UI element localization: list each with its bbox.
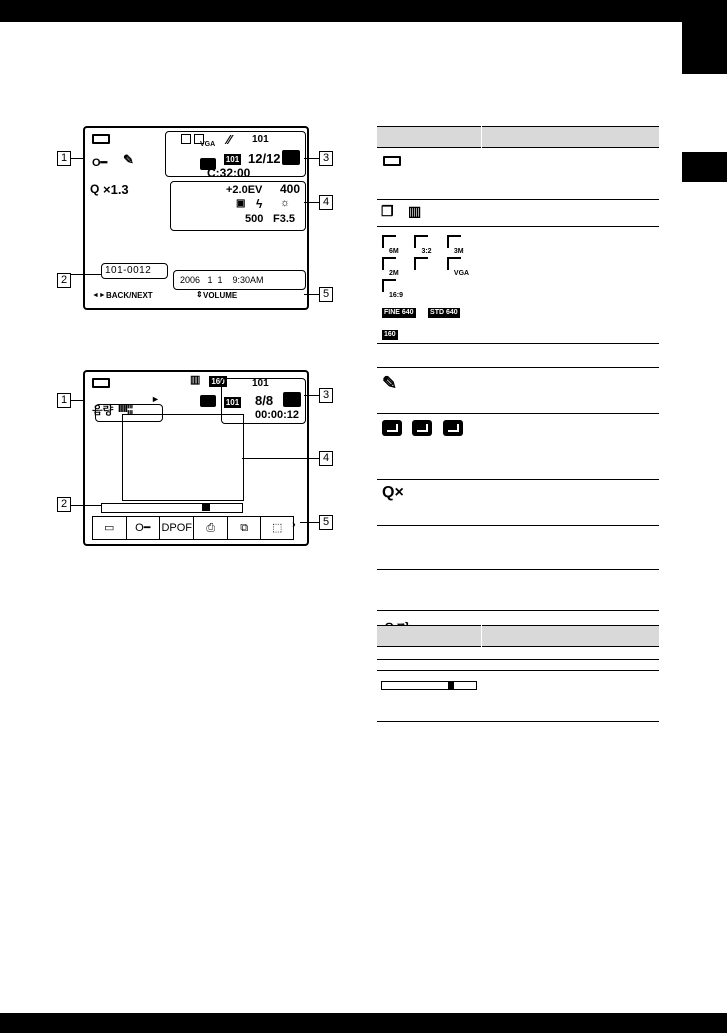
table-row: [377, 671, 659, 722]
table-cell: [482, 570, 660, 611]
table-row: [377, 227, 659, 344]
callout-4: 4: [319, 451, 333, 466]
back-next-arrows-icon: ◄►: [92, 292, 106, 299]
image-size-6m-icon: 6M: [382, 235, 396, 248]
battery-icon: [383, 156, 401, 166]
resize-button[interactable]: ⬚: [272, 522, 283, 534]
playback-bar: [101, 503, 243, 513]
icon-table-1: [377, 126, 659, 660]
file-number: 101-0012: [105, 265, 152, 276]
back-next-label: BACK/NEXT: [106, 291, 153, 300]
table-header-row: [377, 127, 659, 148]
table-cell: [482, 671, 660, 722]
table-cell: [377, 526, 482, 570]
table-cell: [377, 647, 482, 671]
zoom-icon: Q: [90, 182, 100, 196]
table-cell: [482, 526, 660, 570]
date-time: 2006 1 1 9:30AM: [180, 275, 264, 285]
protect-button[interactable]: O━: [127, 517, 161, 539]
flash-icon: ϟ: [256, 197, 263, 211]
table-row: [377, 344, 659, 368]
table-cell: [377, 570, 482, 611]
playback-position-icon: [202, 504, 210, 511]
zoom-icon: Q×: [382, 484, 404, 501]
volume-bars-icon: IIIII¦¦¦: [118, 404, 133, 415]
table-row: [377, 414, 659, 480]
white-balance-icon: ☼: [280, 197, 291, 209]
callout-line-2: [71, 274, 102, 275]
table-header-cell: [377, 626, 482, 647]
table-row: [377, 368, 659, 414]
table-row: [377, 148, 659, 200]
table-row: [377, 480, 659, 526]
folder-button[interactable]: ▭: [93, 517, 127, 539]
protect-icon: O━: [92, 157, 108, 169]
callout-3: 3: [319, 151, 333, 166]
image-count: 12/12: [248, 151, 281, 166]
table-cell: [377, 368, 482, 414]
table-row: [377, 647, 659, 671]
function-button-bar: [92, 516, 294, 540]
recording-folder-icon: 101: [252, 378, 269, 389]
movie-mode-icon: ▥: [190, 374, 201, 386]
recording-media-icon: ⁄⁄: [227, 132, 232, 147]
icon-table-2: [377, 625, 659, 722]
table-header-row: [377, 626, 659, 647]
playback-position-icon: [448, 682, 454, 689]
callout-line-1: [71, 400, 84, 401]
image-area: [122, 414, 244, 501]
image-count: 8/8: [255, 393, 274, 408]
playback-bar-icon: [381, 681, 477, 690]
callout-5: 5: [319, 287, 333, 302]
movie-mode-icon: ▥: [408, 203, 422, 219]
volume-arrows-icon: ⇕: [196, 290, 203, 299]
folder-next-icon: [412, 420, 432, 436]
print-order-icon: ✎: [123, 152, 134, 167]
cutoff-time: C:32:00: [207, 166, 251, 180]
iso-value: 400: [280, 182, 301, 196]
print-order-icon: ✎: [382, 373, 398, 393]
metering-icon: ▣: [236, 198, 246, 209]
slideshow-button[interactable]: ⧉: [228, 517, 262, 539]
callout-line-5: [304, 294, 319, 295]
callout-2: 2: [57, 273, 71, 288]
playback-folder-icon: 101: [225, 155, 240, 164]
ev-value: +2.0EV: [226, 184, 263, 196]
table-row: [377, 200, 659, 227]
callout-1: 1: [57, 151, 71, 166]
image-size-3m-icon: 3M: [447, 235, 461, 248]
quality-std-icon: STD 640: [430, 309, 458, 316]
volume-label: VOLUME: [203, 291, 238, 300]
callout-line-1: [71, 158, 84, 159]
table-cell: [482, 148, 660, 200]
callout-4: 4: [319, 195, 333, 210]
table-header-cell: [482, 127, 660, 148]
callout-line-2: [71, 505, 101, 506]
table-row: [377, 570, 659, 611]
quality-badge: 160: [209, 376, 227, 387]
burst-icon: ❐: [381, 203, 394, 219]
table-cell: [377, 480, 482, 526]
chapter-tab: [682, 22, 727, 74]
table-cell: [377, 671, 482, 722]
folder-change-icon: [200, 395, 216, 407]
battery-icon: [92, 378, 110, 388]
table-cell: [377, 200, 482, 227]
image-size-16-9-icon: 16:9: [382, 279, 396, 292]
table-cell: [482, 344, 660, 368]
image-size-1m-icon: [414, 257, 428, 270]
section-tab: [682, 152, 727, 182]
callout-3: 3: [319, 388, 333, 403]
table-cell: [482, 480, 660, 526]
image-size-vga-icon: VGA: [447, 257, 461, 270]
callout-line-5: [300, 522, 319, 523]
callout-1: 1: [57, 393, 71, 408]
callout-line-3: [304, 395, 319, 396]
print-button[interactable]: ⎙: [194, 517, 228, 539]
bottom-bar: [0, 1013, 727, 1033]
table-cell: [482, 200, 660, 227]
elapsed-time: 00:00:12: [255, 409, 300, 421]
table-cell: [377, 344, 482, 368]
more-arrow-icon[interactable]: ›: [292, 519, 296, 531]
quality-160-icon: 160: [384, 331, 396, 338]
callout-line-4: [242, 458, 319, 459]
table-header-cell: [482, 626, 660, 647]
internal-memory-icon: [283, 392, 301, 407]
image-size-badge: VGA: [200, 141, 216, 148]
table-cell: [377, 148, 482, 200]
callout-5: 5: [319, 515, 333, 530]
folder-prev-next-icon: [443, 420, 463, 436]
battery-icon: [92, 134, 110, 144]
table-cell: [482, 227, 660, 344]
image-size-2m-icon: 2M: [382, 257, 396, 270]
quality-fine-icon: FINE 640: [384, 309, 414, 316]
table-cell: [377, 414, 482, 480]
internal-memory-icon: [282, 150, 300, 165]
recording-folder-icon: 101: [252, 134, 269, 145]
table-row: [377, 526, 659, 570]
dpof-button[interactable]: DPOF: [160, 517, 194, 539]
table-cell: [482, 368, 660, 414]
callout-line-4: [304, 202, 319, 203]
callout-line-3: [304, 158, 319, 159]
play-icon: ►: [151, 394, 160, 404]
shutter-speed: 500: [245, 213, 264, 225]
aperture-value: F3.5: [273, 213, 296, 225]
volume-label: 음량: [92, 405, 114, 417]
playback-folder-icon: 101: [225, 398, 240, 407]
table-header-cell: [377, 127, 482, 148]
top-bar: [0, 0, 727, 22]
callout-2: 2: [57, 497, 71, 512]
table-cell: [377, 227, 482, 344]
table-cell: [482, 414, 660, 480]
folder-return-icon: [382, 420, 402, 436]
image-size-3-2-icon: 3:2: [414, 235, 428, 248]
table-cell: [482, 647, 660, 671]
zoom-value: ×1.3: [103, 182, 129, 197]
